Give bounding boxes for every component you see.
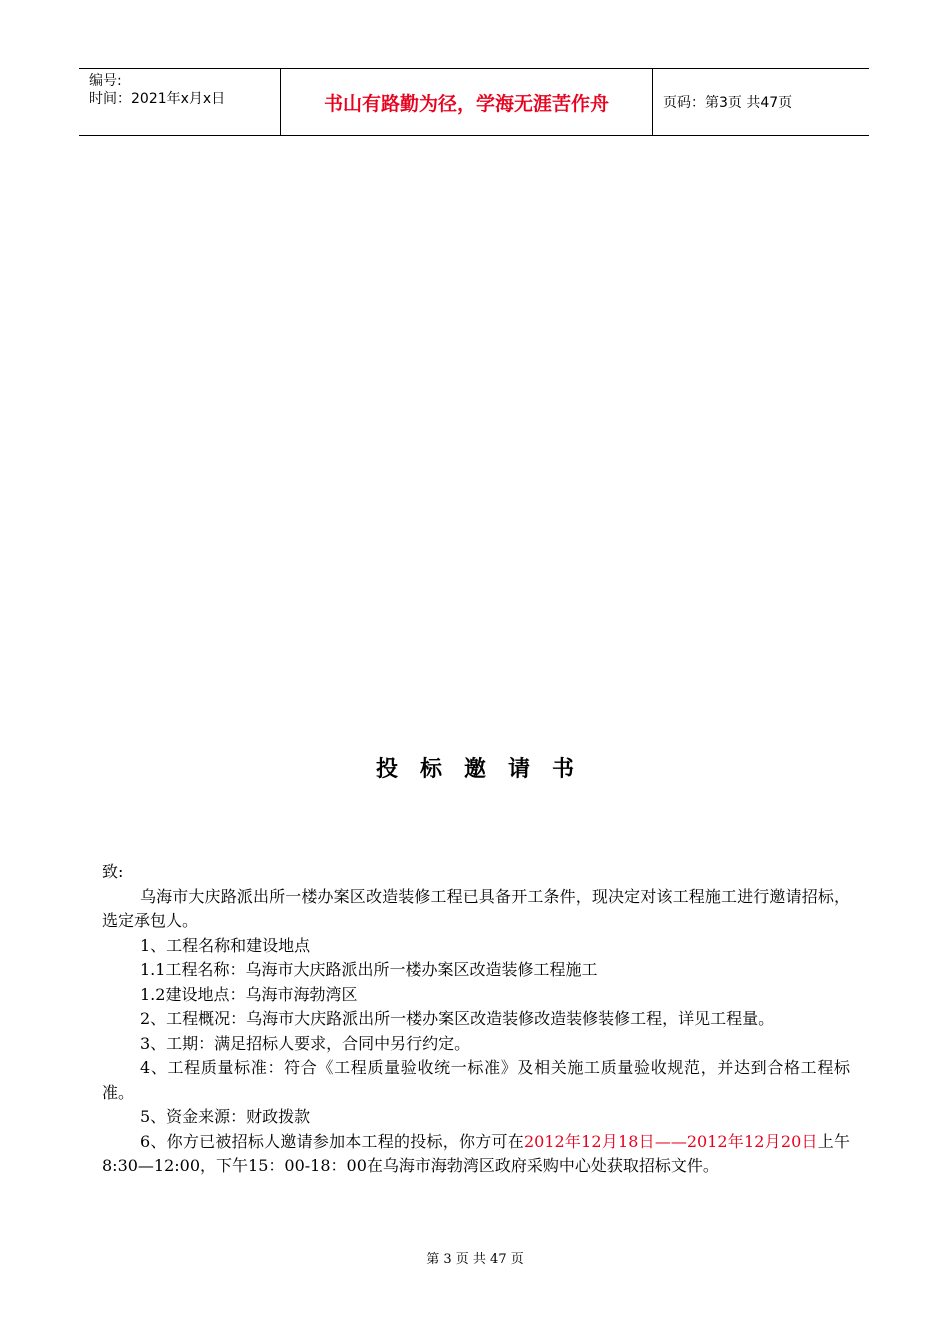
item-6 bbox=[102, 1130, 850, 1179]
document-date: 时间：2021年x月x日 bbox=[89, 91, 226, 107]
item-6-date-range: 2012年12月18日——2012年12月20日 bbox=[523, 1131, 818, 1151]
item-1: 1、工程名称和建设地点 bbox=[140, 935, 311, 955]
paragraph-intro: 乌海市大庆路派出所一楼办案区改造装修工程已具备开工条件，现决定对该工程施工进行邀请招标，选定承包人。 bbox=[102, 886, 850, 930]
header-page-info: 页码：第3页 共47页 bbox=[663, 95, 793, 111]
item-5: 5、资金来源：财政拨款 bbox=[140, 1107, 311, 1126]
item-4: 4、工程质量标准：符合《工程质量验收统一标准》及相关施工质量验收规范，并达到合格工程标准。 bbox=[102, 1058, 850, 1102]
page-header bbox=[79, 68, 869, 136]
item-1-2: 1.2建设地点：乌海市海勃湾区 bbox=[140, 984, 358, 1004]
document-number-label: 编号: bbox=[89, 73, 122, 89]
header-meta bbox=[79, 69, 281, 135]
item-1-1: 1.1工程名称：乌海市大庆路派出所一楼办案区改造装修工程施工 bbox=[140, 960, 598, 979]
item-2: 2、工程概况：乌海市大庆路派出所一楼办案区改造装修改造装修装修工程，详见工程量。 bbox=[140, 1009, 775, 1028]
page-footer: 第 3 页 共 47 页 bbox=[426, 1252, 524, 1267]
item-6-text-b: 上午8:30—12:00，下午15：00-18：00在乌海市海勃湾区政府采购中心处获取招标文件。 bbox=[102, 1131, 850, 1175]
item-6-text-a: 6、你方已被招标人邀请参加本工程的投标，你方可在 bbox=[140, 1131, 524, 1151]
item-3: 3、工期：满足招标人要求，合同中另行约定。 bbox=[140, 1033, 471, 1053]
salutation: 致: bbox=[102, 862, 124, 881]
header-motto: 书山有路勤为径，学海无涯苦作舟 bbox=[281, 69, 653, 135]
document-body bbox=[102, 860, 850, 1179]
document-title: 投标邀请书 bbox=[375, 757, 596, 782]
